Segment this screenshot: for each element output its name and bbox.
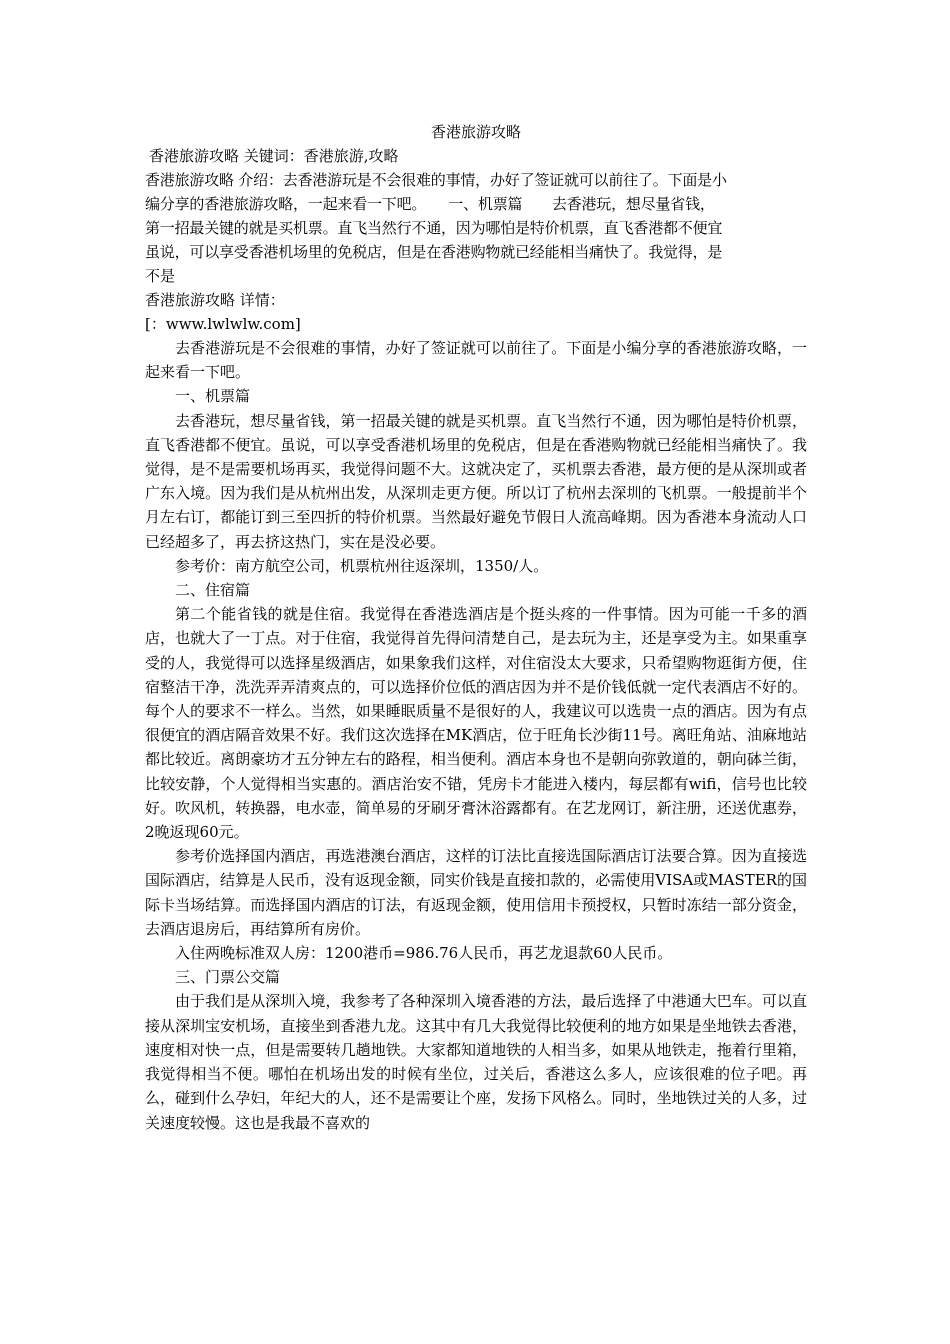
document-page bbox=[145, 120, 807, 1135]
body-paragraph: 入住两晚标准双人房：1200港币=986.76人民币，再艺龙退款60人民币。 bbox=[175, 944, 673, 963]
body-paragraph: 去香港游玩是不会很难的事情，办好了签证就可以前往了。下面是小编分享的香港旅游攻略，一起来看一下吧。 bbox=[145, 339, 807, 382]
intro-line: 虽说，可以享受香港机场里的免税店，但是在香港购物就已经能相当痛快了。我觉得，是 bbox=[145, 243, 723, 261]
section-heading: 二、住宿篇 bbox=[175, 581, 251, 600]
body-paragraph: 由于我们是从深圳入境，我参考了各种深圳入境香港的方法，最后选择了中港通大巴车。可以直接从深圳宝安机场，直接坐到香港九龙。这其中有几大我觉得比较便利的地方如果是坐地铁去香港，速度相对快一点，但是需要转几趟地铁。大家都知道地铁的人相当多，如果从地铁走，拖着行里箱，我觉得相当不便。哪怕在机场出发的时候有坐位，过关后，香港这么多人，应该很难的位子吧。再么，碰到什么孕妇，年纪大的人，还不是需要让个座，发扬下风格么。同时，坐地铁过关的人多，过关速度较慢。这也是我最不喜欢的 bbox=[145, 992, 807, 1132]
intro-line: 第一招最关键的就是买机票。直飞当然行不通，因为哪怕是特价机票，直飞香港都不便宜 bbox=[145, 219, 723, 237]
intro-line: 不是 bbox=[145, 267, 176, 285]
body-paragraph: 参考价：南方航空公司，机票杭州往返深圳，1350/人。 bbox=[175, 556, 549, 575]
section-heading: 一、机票篇 bbox=[175, 387, 251, 406]
details-label: 香港旅游攻略 详情： bbox=[145, 291, 285, 309]
body-paragraph: 第二个能省钱的就是住宿。我觉得在香港选酒店是个挺头疼的一件事情。因为可能一千多的酒店，也就大了一丁点。对于住宿，我觉得首先得问清楚自己，是去玩为主，还是享受为主。如果重享受的人，我觉得可以选择星级酒店，如果象我们这样，对住宿没太大要求，只希望购物逛街方便，住宿整洁干净，洗洗弄弄清爽点的，可以选择价位低的酒店因为并不是价钱低就一定代表酒店不好的。每个人的要求不一样么。当然，如果睡眠质量不是很好的人，我建议可以选贵一点的酒店。因为有点很便宜的酒店隔音效果不好。我们这次选择在MK酒店，位于旺角长沙街11号。离旺角站、油麻地站都比较近。离朗豪坊才五分钟左右的路程，相当便利。酒店本身也不是朝向弥敦道的，朝向砵兰街，比较安静，个人觉得相当实惠的。酒店治安不错，凭房卡才能进入楼内，每层都有wifi，信号也比较好。吹风机，转换器，电水壶，简单易的牙刷牙膏沐浴露都有。在艺龙网订，新注册，还送优惠券，2晚返现60元。 bbox=[145, 605, 807, 842]
body-paragraph: 去香港玩，想尽量省钱，第一招最关键的就是买机票。直飞当然行不通，因为哪怕是特价机票，直飞香港都不便宜。虽说，可以享受香港机场里的免税店，但是在香港购物就已经能相当痛快了。我觉得，是不是需要机场再买，我觉得问题不大。这就决定了，买机票去香港，最方便的是从深圳或者广东入境。因为我们是从杭州出发，从深圳走更方便。所以订了杭州去深圳的飞机票。一般提前半个月左右订，都能订到三至四折的特价机票。当然最好避免节假日人流高峰期。因为香港本身流动人口已经超多了，再去挤这热门，实在是没必要。 bbox=[145, 411, 807, 551]
document-title: 香港旅游攻略 bbox=[430, 123, 521, 141]
section-heading: 三、门票公交篇 bbox=[175, 968, 281, 987]
intro-line: 编分享的香港旅游攻略，一起来看一下吧。 一、机票篇 去香港玩，想尽量省钱， bbox=[145, 195, 715, 213]
source-link[interactable]: [：www.lwlwlw.com] bbox=[145, 315, 301, 333]
keywords-line: 香港旅游攻略 关键词：香港旅游,攻略 bbox=[149, 147, 399, 165]
intro-line: 香港旅游攻略 介绍：去香港游玩是不会很难的事情，办好了签证就可以前往了。下面是小 bbox=[145, 171, 727, 189]
body-paragraph: 参考价选择国内酒店，再选港澳台酒店，这样的订法比直接选国际酒店订法要合算。因为直接选国际酒店，结算是人民币，没有返现金额，同实价钱是直接扣款的，必需使用VISA或MASTER的国际卡当场结算。而选择国内酒店的订法，有返现金额，使用信用卡预授权，只暂时冻结一部分资金，去酒店退房后，再结算所有房价。 bbox=[145, 847, 807, 938]
